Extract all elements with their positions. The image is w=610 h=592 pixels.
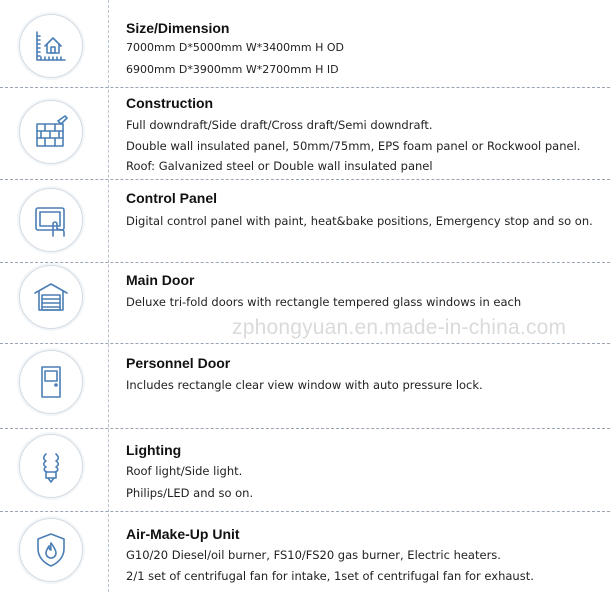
row-line: Digital control panel with paint, heat&bake positions, Emergency stop and so on. bbox=[126, 214, 593, 228]
row-divider bbox=[0, 428, 610, 429]
column-divider bbox=[108, 0, 109, 592]
row-line: Deluxe tri-fold doors with rectangle tempered glass windows in each bbox=[126, 295, 522, 309]
row-title: Size/Dimension bbox=[126, 20, 230, 36]
light-bulb-icon bbox=[19, 434, 83, 498]
watermark: zphongyuan.en.made-in-china.com bbox=[232, 316, 567, 339]
row-line: Double wall insulated panel, 50mm/75mm, EPS foam panel or Rockwool panel. bbox=[126, 139, 581, 153]
row-line: G10/20 Diesel/oil burner, FS10/FS20 gas burner, Electric heaters. bbox=[126, 548, 501, 562]
row-line: 7000mm D*5000mm W*3400mm H OD bbox=[126, 41, 345, 54]
row-title: Lighting bbox=[126, 442, 182, 458]
row-divider bbox=[0, 511, 610, 512]
row-title: Personnel Door bbox=[126, 355, 231, 371]
door-icon bbox=[19, 350, 83, 414]
row-divider bbox=[0, 87, 610, 88]
row-title: Air-Make-Up Unit bbox=[126, 526, 240, 542]
row-line: Includes rectangle clear view window with auto pressure lock. bbox=[126, 378, 483, 392]
row-divider bbox=[0, 343, 610, 344]
row-divider bbox=[0, 179, 610, 180]
row-title: Main Door bbox=[126, 272, 195, 288]
ruler-house-icon bbox=[19, 14, 83, 78]
garage-door-icon bbox=[19, 265, 83, 329]
flame-shield-icon bbox=[19, 518, 83, 582]
tablet-touch-icon bbox=[19, 188, 83, 252]
row-line: Philips/LED and so on. bbox=[126, 486, 254, 500]
row-title: Control Panel bbox=[126, 190, 218, 206]
row-line: 2/1 set of centrifugal fan for intake, 1set of centrifugal fan for exhaust. bbox=[126, 569, 534, 583]
row-divider bbox=[0, 262, 610, 263]
row-title: Construction bbox=[126, 95, 214, 111]
row-line: Roof light/Side light. bbox=[126, 464, 243, 478]
row-line: Roof: Galvanized steel or Double wall insulated panel bbox=[126, 159, 433, 173]
row-line: 6900mm D*3900mm W*2700mm H ID bbox=[126, 63, 339, 76]
brick-wall-icon bbox=[19, 100, 83, 164]
row-line: Full downdraft/Side draft/Cross draft/Semi downdraft. bbox=[126, 118, 433, 132]
